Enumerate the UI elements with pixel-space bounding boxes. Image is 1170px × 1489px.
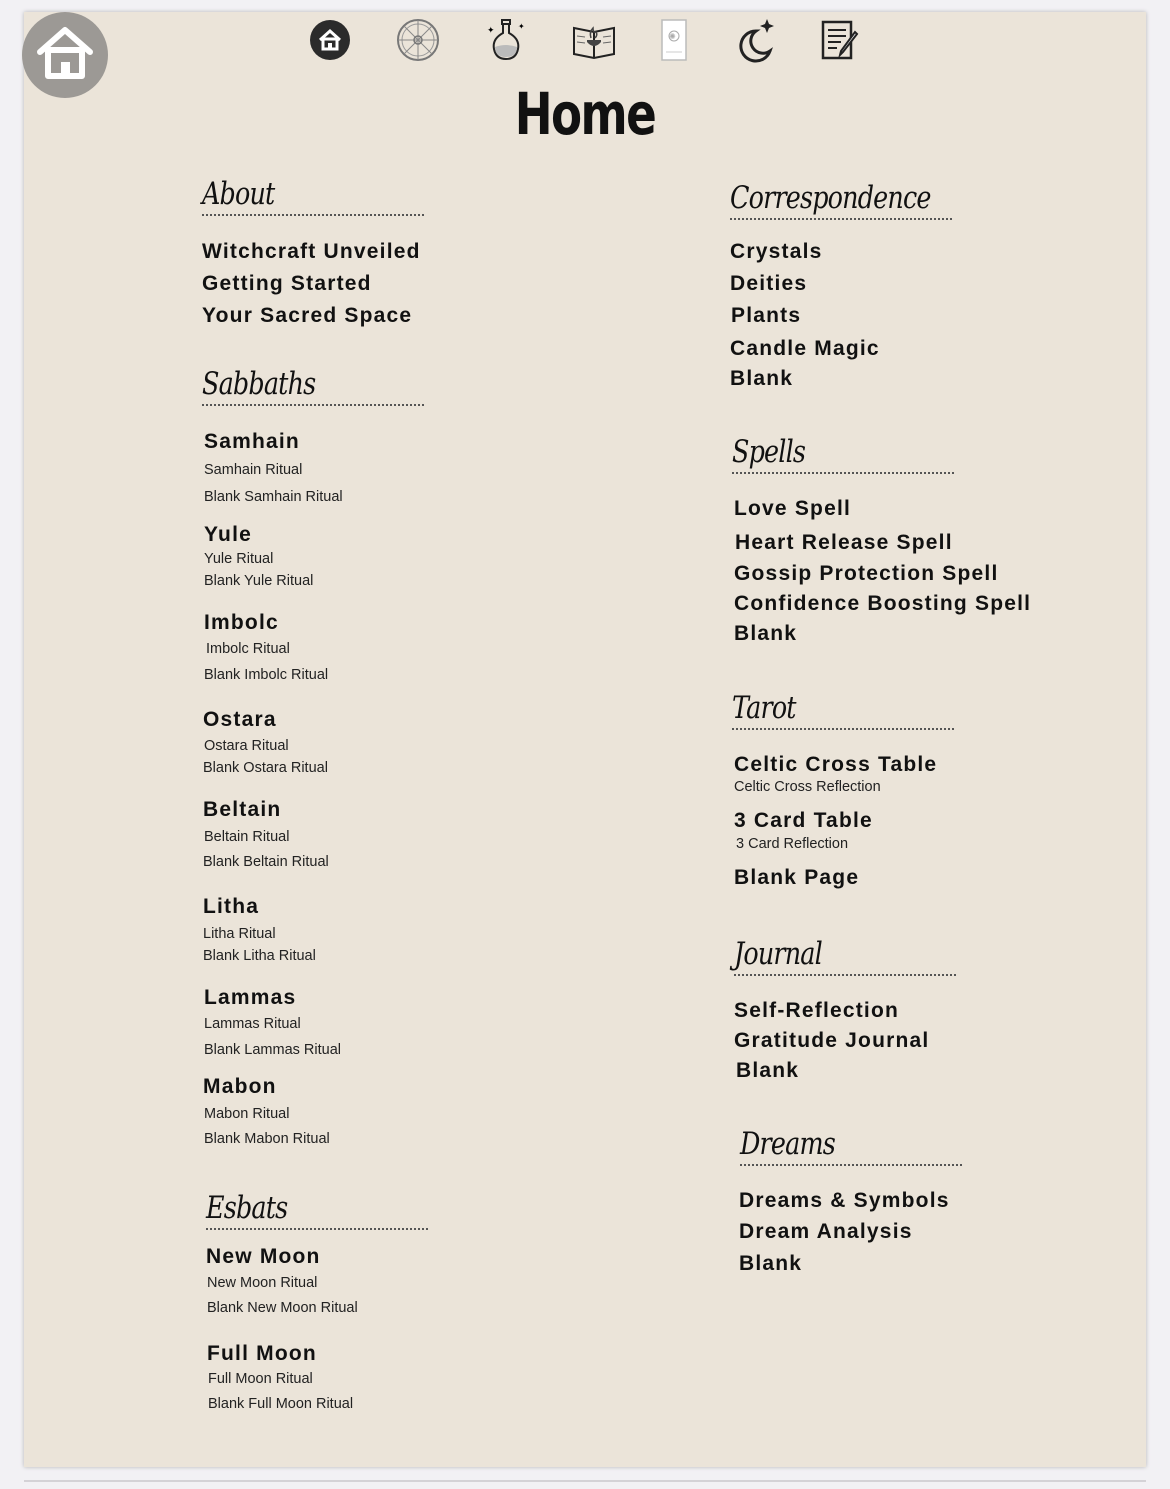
nav-sabbaths-button[interactable] xyxy=(394,18,442,66)
nav-spells-button[interactable] xyxy=(482,18,530,66)
sabbath-samhain-blank-link[interactable]: Blank Samhain Ritual xyxy=(204,489,343,505)
correspondence-heading: Correspondence xyxy=(730,180,931,216)
correspondence-link-candle-magic[interactable]: Candle Magic xyxy=(730,337,880,360)
home-badge-button[interactable] xyxy=(22,12,108,98)
esbat-full-moon-link[interactable]: Full Moon xyxy=(207,1342,317,1365)
page-title: Home xyxy=(514,80,656,148)
home-icon xyxy=(309,19,351,66)
tarot-link-blank-page[interactable]: Blank Page xyxy=(734,866,860,889)
sabbath-lammas-ritual-link[interactable]: Lammas Ritual xyxy=(204,1016,301,1032)
journal-link-self-reflection[interactable]: Self-Reflection xyxy=(734,999,900,1022)
svg-text:✦: ✦ xyxy=(518,21,525,31)
about-link-sacred-space[interactable]: Your Sacred Space xyxy=(202,304,413,327)
sabbaths-divider xyxy=(202,404,424,406)
about-heading: About xyxy=(202,176,275,212)
spells-heading: Spells xyxy=(732,434,806,470)
correspondence-link-plants[interactable]: Plants xyxy=(731,304,802,327)
correspondence-link-deities[interactable]: Deities xyxy=(730,272,808,295)
esbat-full-moon-ritual-link[interactable]: Full Moon Ritual xyxy=(208,1371,313,1387)
tarot-link-3-card-table[interactable]: 3 Card Table xyxy=(734,809,873,832)
spells-divider xyxy=(732,472,954,474)
journal-note-icon xyxy=(819,18,861,67)
tarot-link-3-card-reflection[interactable]: 3 Card Reflection xyxy=(736,836,849,852)
tarot-section-header xyxy=(732,690,954,730)
correspondence-link-crystals[interactable]: Crystals xyxy=(730,240,823,263)
sabbath-imbolc-blank-link[interactable]: Blank Imbolc Ritual xyxy=(204,667,329,683)
sabbath-beltain-blank-link[interactable]: Blank Beltain Ritual xyxy=(203,854,329,870)
tarot-link-celtic-cross-reflection[interactable]: Celtic Cross Reflection xyxy=(734,779,881,795)
planner-page xyxy=(24,12,1146,1467)
sabbath-litha-ritual-link[interactable]: Litha Ritual xyxy=(203,926,276,942)
esbat-full-moon-blank-link[interactable]: Blank Full Moon Ritual xyxy=(208,1396,354,1412)
sabbath-ostara-link[interactable]: Ostara xyxy=(203,708,277,731)
dreams-link-blank[interactable]: Blank xyxy=(739,1252,803,1275)
about-link-witchcraft-unveiled[interactable]: Witchcraft Unveiled xyxy=(202,240,421,263)
esbat-new-moon-blank-link[interactable]: Blank New Moon Ritual xyxy=(207,1300,358,1316)
esbats-section-header xyxy=(206,1190,428,1230)
sabbath-mabon-ritual-link[interactable]: Mabon Ritual xyxy=(204,1106,290,1122)
about-divider xyxy=(202,214,424,216)
spells-link-confidence-boosting[interactable]: Confidence Boosting Spell xyxy=(734,592,1032,615)
sabbath-lammas-link[interactable]: Lammas xyxy=(204,986,297,1009)
spells-link-heart-release[interactable]: Heart Release Spell xyxy=(735,531,953,554)
sabbath-ostara-blank-link[interactable]: Blank Ostara Ritual xyxy=(203,760,328,776)
crescent-moon-icon xyxy=(734,17,774,68)
sabbaths-section-header xyxy=(202,366,424,406)
esbat-new-moon-ritual-link[interactable]: New Moon Ritual xyxy=(207,1275,318,1291)
spells-link-gossip-protection[interactable]: Gossip Protection Spell xyxy=(734,562,999,585)
sabbath-samhain-link[interactable]: Samhain xyxy=(204,430,300,453)
wheel-of-year-icon xyxy=(396,18,440,67)
sabbath-litha-blank-link[interactable]: Blank Litha Ritual xyxy=(203,948,316,964)
dreams-link-analysis[interactable]: Dream Analysis xyxy=(739,1220,913,1243)
journal-heading: Journal xyxy=(734,936,822,972)
sabbath-beltain-ritual-link[interactable]: Beltain Ritual xyxy=(204,829,290,845)
correspondence-link-blank[interactable]: Blank xyxy=(730,367,794,390)
sabbath-samhain-ritual-link[interactable]: Samhain Ritual xyxy=(204,462,303,478)
sabbath-yule-link[interactable]: Yule xyxy=(204,523,252,546)
tarot-divider xyxy=(732,728,954,730)
nav-journal-button[interactable] xyxy=(816,18,864,66)
spells-link-love-spell[interactable]: Love Spell xyxy=(734,497,852,520)
esbats-heading: Esbats xyxy=(206,1190,288,1226)
nav-tarot-button[interactable] xyxy=(650,18,698,66)
journal-section-header xyxy=(734,936,956,976)
dreams-link-symbols[interactable]: Dreams & Symbols xyxy=(739,1189,950,1212)
spells-link-blank[interactable]: Blank xyxy=(734,622,798,645)
sabbath-ostara-ritual-link[interactable]: Ostara Ritual xyxy=(204,738,289,754)
sabbath-imbolc-link[interactable]: Imbolc xyxy=(204,611,279,634)
sabbaths-heading: Sabbaths xyxy=(202,366,316,402)
tarot-heading: Tarot xyxy=(732,690,796,726)
correspondence-section-header xyxy=(730,180,975,220)
sabbath-mabon-link[interactable]: Mabon xyxy=(203,1075,277,1098)
svg-text:✺: ✺ xyxy=(669,31,676,41)
house-icon xyxy=(34,24,96,87)
correspondence-divider xyxy=(730,218,952,220)
sabbath-mabon-blank-link[interactable]: Blank Mabon Ritual xyxy=(204,1131,330,1147)
esbats-divider xyxy=(206,1228,428,1230)
sabbath-litha-link[interactable]: Litha xyxy=(203,895,260,918)
sabbath-lammas-blank-link[interactable]: Blank Lammas Ritual xyxy=(204,1042,341,1058)
sabbath-imbolc-ritual-link[interactable]: Imbolc Ritual xyxy=(206,641,290,657)
dreams-divider xyxy=(740,1164,962,1166)
dreams-heading: Dreams xyxy=(740,1126,835,1162)
journal-link-blank[interactable]: Blank xyxy=(736,1059,800,1082)
nav-home-button[interactable] xyxy=(306,18,354,66)
dreams-section-header xyxy=(740,1126,962,1166)
spells-section-header xyxy=(732,434,954,474)
journal-link-gratitude[interactable]: Gratitude Journal xyxy=(734,1029,930,1052)
nav-esbats-button[interactable] xyxy=(730,18,778,66)
sabbath-yule-blank-link[interactable]: Blank Yule Ritual xyxy=(204,573,314,589)
sabbath-beltain-link[interactable]: Beltain xyxy=(203,798,282,821)
nav-correspondence-button[interactable] xyxy=(570,18,618,66)
tarot-link-celtic-cross-table[interactable]: Celtic Cross Table xyxy=(734,753,938,776)
esbat-new-moon-link[interactable]: New Moon xyxy=(206,1245,321,1268)
tarot-card-icon xyxy=(660,18,688,67)
sabbath-yule-ritual-link[interactable]: Yule Ritual xyxy=(204,551,274,567)
svg-text:✦: ✦ xyxy=(487,25,495,36)
spell-book-icon xyxy=(571,20,617,65)
journal-divider xyxy=(734,974,956,976)
potion-bottle-icon xyxy=(484,17,528,68)
about-link-getting-started[interactable]: Getting Started xyxy=(202,272,372,295)
page-bottom-edge xyxy=(24,1480,1146,1482)
about-section-header xyxy=(202,176,424,216)
